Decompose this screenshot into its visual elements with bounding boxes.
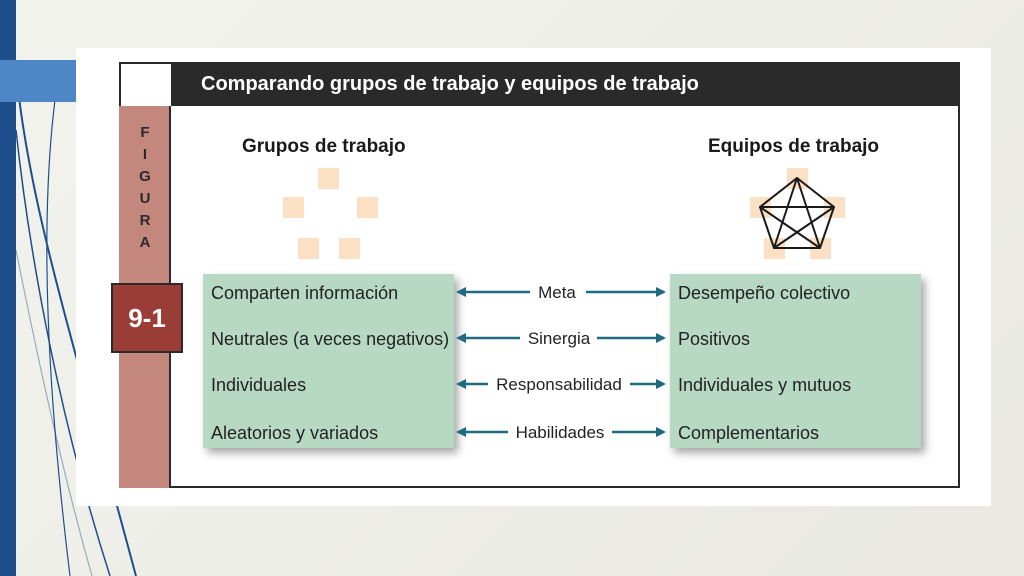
square-shape (357, 197, 378, 218)
groups-item: Individuales (211, 375, 307, 395)
groups-item: Aleatorios y variados (211, 423, 379, 443)
square-shape (298, 238, 319, 259)
connector-label: Meta (538, 283, 576, 302)
square-shape (750, 197, 771, 218)
square-shape (824, 197, 845, 218)
figure-number-badge: 9-1 (111, 283, 183, 353)
connector-label: Responsabilidad (496, 375, 622, 394)
side-letter: A (139, 234, 151, 251)
square-shape (764, 238, 785, 259)
groups-heading: Grupos de trabajo (242, 136, 406, 157)
teams-item: Individuales y mutuos (678, 375, 852, 395)
square-shape (810, 238, 831, 259)
square-shape (787, 168, 808, 189)
side-letter: I (142, 146, 148, 163)
slide-accent-block (0, 60, 76, 102)
teams-heading: Equipos de trabajo (708, 136, 880, 157)
teams-item: Desempeño colectivo (678, 283, 851, 303)
side-letter: F (140, 124, 150, 141)
teams-item: Positivos (678, 329, 751, 349)
side-letter: U (139, 190, 151, 207)
figure-side-label (133, 122, 157, 254)
figure-title: Comparando grupos de trabajo y equipos de trabajo (171, 62, 960, 106)
groups-item: Comparten información (211, 283, 399, 303)
connector-label: Habilidades (515, 423, 605, 442)
square-shape (283, 197, 304, 218)
teams-item: Complementarios (678, 423, 820, 443)
side-letter: R (139, 212, 151, 229)
connector-label: Sinergia (527, 329, 591, 348)
square-shape (318, 168, 339, 189)
side-letter: G (139, 168, 151, 185)
groups-item: Neutrales (a veces negativos) (211, 329, 450, 349)
square-shape (339, 238, 360, 259)
